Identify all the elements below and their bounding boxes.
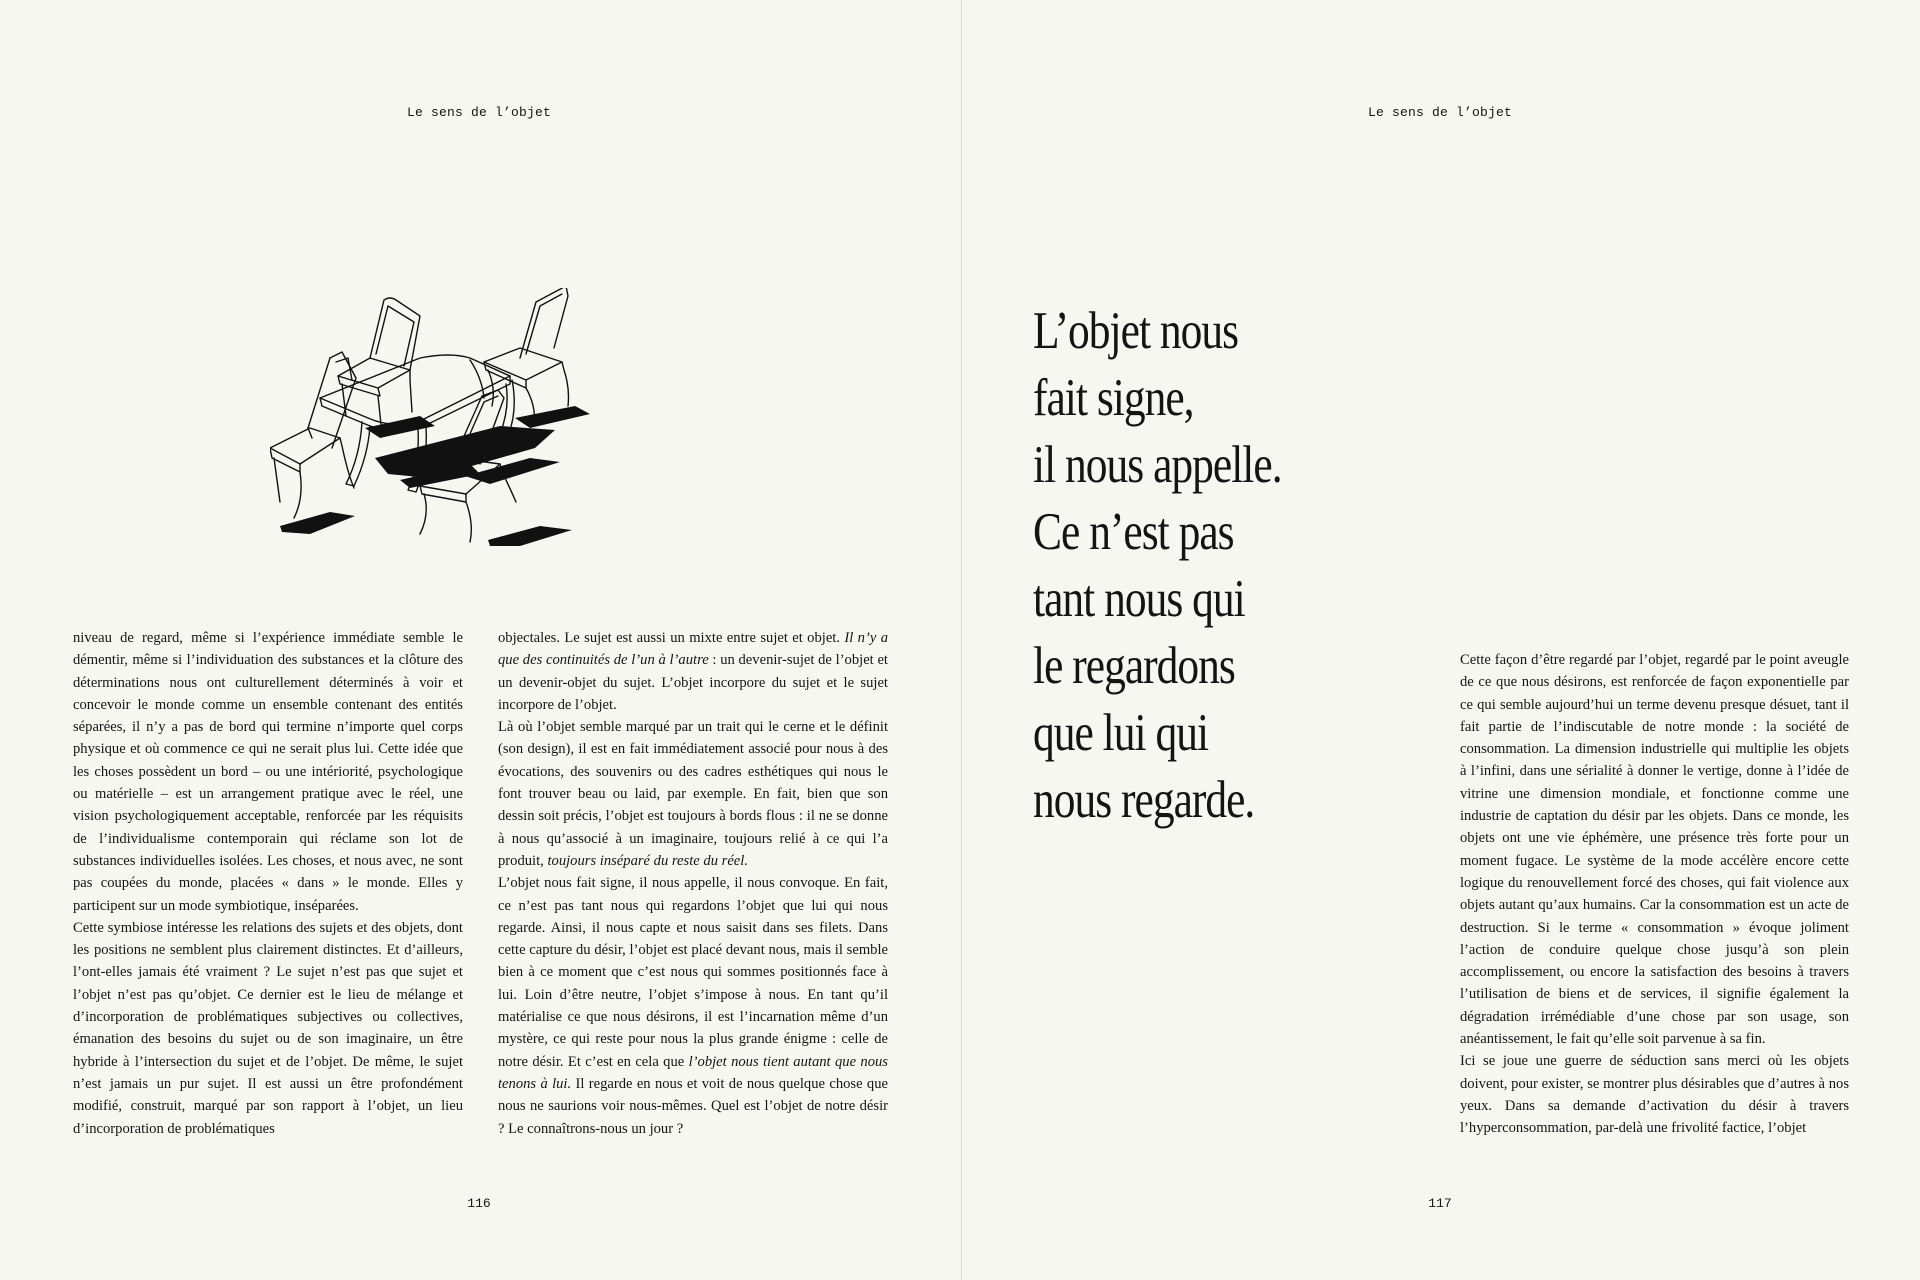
pull-quote [1033,298,1377,834]
pull-quote-line: nous regarde. [1033,771,1255,829]
illustration-shadows [280,406,590,546]
pull-quote-line: L’objet nous [1033,302,1239,360]
page-number: 116 [467,1196,491,1211]
left-column-2 [498,627,888,1140]
pull-quote-line: fait signe, [1033,369,1194,427]
italic-text: l’objet nous tient autant que nous tenons à lui. [498,1053,888,1092]
pull-quote-line: Ce n’est pas [1033,503,1234,561]
paragraph: niveau de regard, même si l’expérience immédiate semble le démentir, même si l’individuation des substances et la clôture des déterminations nous ont culturellement déterminés à voir et concevoir le monde comme un ensemble contenant des entités séparées, il n’y a pas de bord qui termine n’importe quel corps physique et où commence ce qui ne serait plus lui. Cette idée que les choses possèdent un bord – ou une intériorité, psychologique ou matérielle – est un arrangement pratique avec le réel, une vision psychologiquement acceptable, renforcée par les réquisits de l’individualisme contemporain qui réclame son lot de substances individuelles isolées. Les choses, et nous avec, ne sont pas coupées du monde, placées « dans » le monde. Elles y participent sur un mode symbiotique, inséparées. [73,630,463,914]
italic-text: Il n’y a que des continuités de l’un à l’autre [498,630,888,669]
left-column-1 [73,627,463,1140]
running-head: Le sens de l’objet [406,105,552,120]
running-head: Le sens de l’objet [1367,105,1513,120]
paragraph [498,872,888,1140]
paragraph [498,627,888,716]
italic-text: toujours inséparé du reste du réel. [547,852,748,869]
text-run: Il regarde en nous et voit de nous quelque chose que nous ne saurions voir nous-mêmes. Quel est l’objet de notre désir ? Le connaîtrons-nous un jour ? [498,1075,888,1137]
table-and-chairs-illustration [270,288,710,558]
pull-quote-line: que lui qui [1033,704,1209,762]
text-run: L’objet nous fait signe, il nous appelle, il nous convoque. En fait, ce n’est pas tant nous qui regardons l’objet que lui qui nous regarde. Ainsi, il nous capte et nous saisit dans ses filets. Dans cette capture du désir, l’objet est placé devant nous, mais il semble bien à ce moment que c’est nous qui sommes positionnés face à lui. Loin d’être neutre, l’objet s’impose à nous. En tant qu’il matérialise ce que nous désirons, il est l’incarnation même d’un mystère, ce qui reste pour nous la plus grande énigme : celle de notre désir. Et c’est en cela que [498,875,888,1070]
right-column-1 [1460,649,1849,1140]
text-run: Là où l’objet semble marqué par un trait qui le cerne et le définit (son design), il est en fait immédiatement associé pour nous à des évocations, des souvenirs ou des cadres esthétiques qui nous le font trouver beau ou laid, par exemple. En fait, bien que son dessin soit précis, l’objet est toujours à bords flous : il ne se donne à nous qu’associé à un imaginaire, toujours relié à ce qui l’a produit, [498,719,888,869]
paragraph [498,716,888,872]
chair-back-right [484,288,569,422]
pull-quote-line: il nous appelle. [1033,436,1282,494]
page-number: 117 [1428,1196,1452,1211]
paragraph: Cette façon d’être regardé par l’objet, regardé par le point aveugle de ce que nous désirons, est renforcée de façon exponentielle par ce qui semble aujourd’hui un terme devenu presque désuet, tant il fait partie de l’indiscutable de notre monde : la société de consommation. La dimension industrielle qui multiplie les objets à l’infini, dans une sérialité à donner le vertige, donne à l’idée de vitrine une dimension mondiale, et fonctionne comme une industrie de captation du désir par les objets. Dans ce monde, les objets ont une vie éphémère, une présence très forte pour un moment fugace. Le système de la mode accélère encore cette logique du renouvellement forcé des choses, qui fait violence aux objets autant qu’aux humains. Car la consommation est un acte de destruction. Si le terme « consommation » évoque joliment l’action de conduire quelque chose jusqu’à son plein accomplissement, ou encore la satisfaction des besoins à travers l’utilisation de biens et de services, il signifie également la dégradation irrémédiable d’une chose par son usage, son anéantissement, le fait qu’elle soit parvenue à sa fin. [1460,652,1849,1048]
text-run: objectales. Le sujet est aussi un mixte entre sujet et objet. [498,630,845,646]
paragraph: Cette symbiose intéresse les relations des sujets et des objets, dont les positions ne semblent plus clairement distinctes. Et d’ailleurs, l’ont-elles jamais été vraiment ? Le sujet n’est pas que sujet et l’objet n’est pas qu’objet. Ce dernier est le lieu de mélange et d’incorporation de problématiques subjectives ou collectives, émanation des besoins du sujet ou de son imaginaire, un être hybride à l’intersection du sujet et de l’objet. De même, le sujet n’est jamais un pur sujet. Il est aussi un être profondément modifié, construit, marqué par son rapport à l’objet, un lieu d’incorporation de problématiques [73,919,463,1137]
pull-quote-line: tant nous qui [1033,570,1245,628]
pull-quote-line: le regardons [1033,637,1235,695]
text-run: : un devenir-sujet de l’objet et un devenir-objet du sujet. L’objet incorpore du sujet et le sujet incorpore de l’objet. [498,652,888,713]
paragraph: Ici se joue une guerre de séduction sans merci où les objets doivent, pour exister, se montrer plus désirables que d’autres à nos yeux. Dans sa demande d’activation du désir à travers l’hyperconsommation, par-delà une frivolité factice, l’objet [1460,1053,1849,1137]
